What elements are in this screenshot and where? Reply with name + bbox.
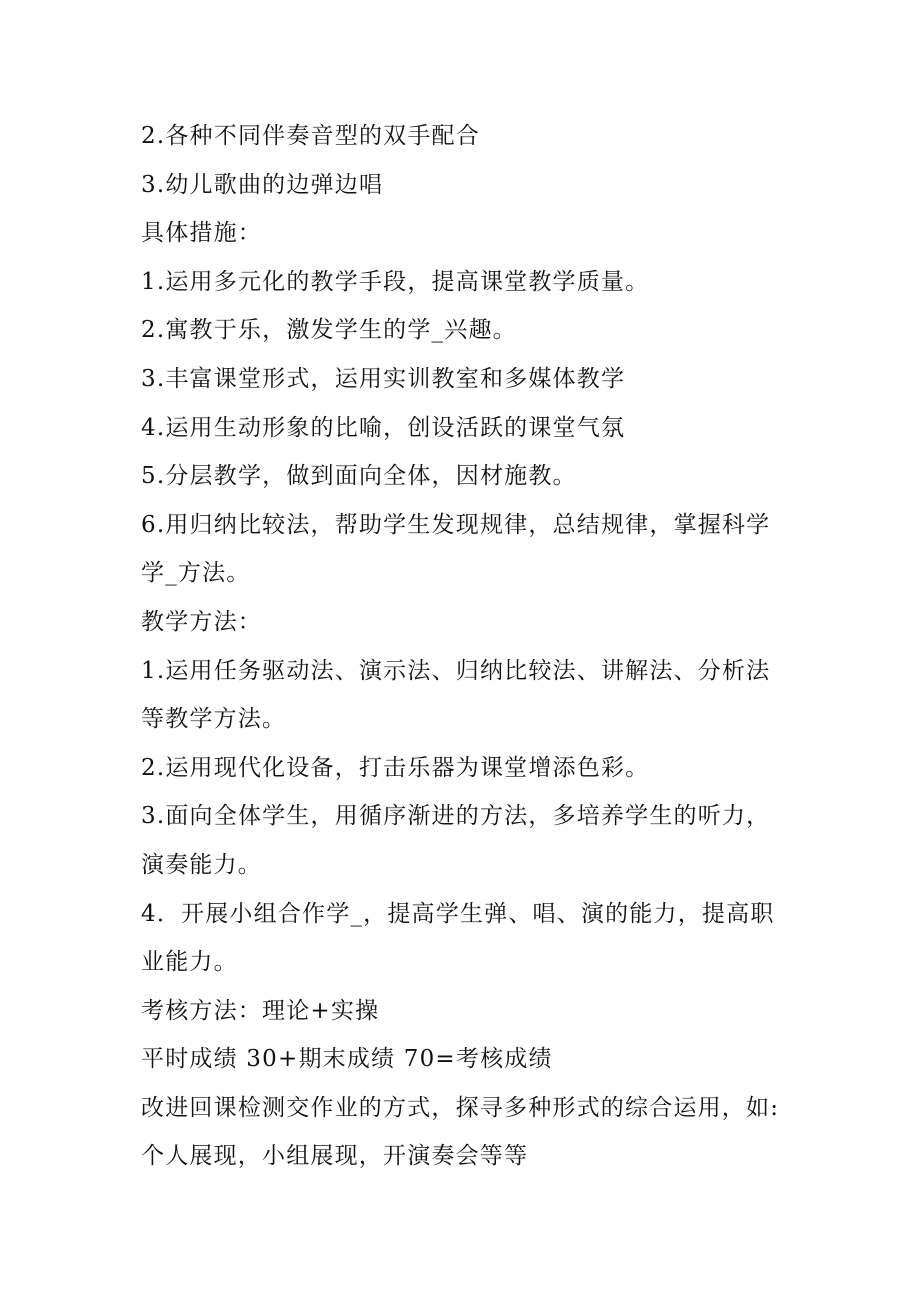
text-line: 学_方法。 [141,560,251,587]
text-line: 平时成绩 30+期末成绩 70=考核成绩 [141,1046,553,1073]
text-line: 1.运用多元化的教学手段，提高课堂教学质量。 [141,268,650,295]
text-line: 5.分层教学，做到面向全体，因材施教。 [141,463,577,490]
text-line: 演奏能力。 [141,851,262,878]
text-line: 等教学方法。 [141,706,287,733]
text-line: 2.寓教于乐，激发学生的学_兴趣。 [141,317,517,344]
document-body [141,112,791,1181]
text-line: 6.用归纳比较法，帮助学生发现规律，总结规律，掌握科学 [141,511,771,538]
text-line: 3.面向全体学生，用循序渐进的方法，多培养学生的听力， [141,803,771,830]
text-line: 3.幼儿歌曲的边弹边唱 [141,171,384,198]
text-line: 个人展现，小组展现，开演奏会等等 [141,1143,529,1170]
text-line: 4．开展小组合作学_，提高学生弹、唱、演的能力，提高职 [141,900,775,927]
text-line: 2.运用现代化设备，打击乐器为课堂增添色彩。 [141,754,650,781]
section-heading: 考核方法：理论+实操 [141,997,380,1024]
text-line: 1.运用任务驱动法、演示法、归纳比较法、讲解法、分析法 [141,657,771,684]
text-line: 改进回课检测交作业的方式，探寻多种形式的综合运用，如: [141,1094,780,1121]
section-heading: 具体措施： [141,220,262,247]
text-line: 业能力。 [141,949,238,976]
text-line: 2.各种不同伴奏音型的双手配合 [141,123,480,149]
section-heading: 教学方法： [141,608,262,635]
text-line: 3.丰富课堂形式，运用实训教室和多媒体教学 [141,365,626,392]
text-line: 4.运用生动形象的比喻，创设活跃的课堂气氛 [141,414,626,441]
